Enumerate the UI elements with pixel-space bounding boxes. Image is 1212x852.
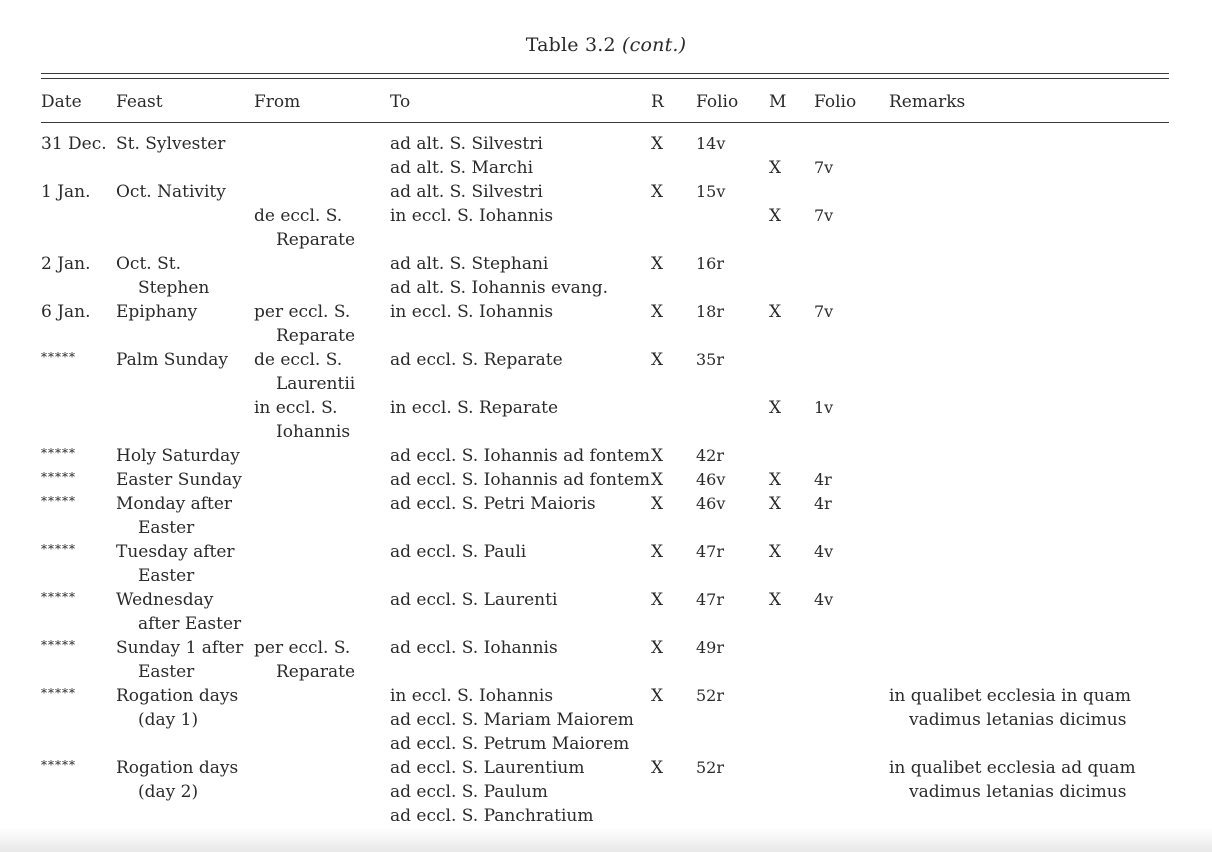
date-cell: 31 Dec. xyxy=(41,134,107,154)
milan-mark: X xyxy=(769,590,782,610)
header-from: From xyxy=(254,92,301,112)
to-cell: ad eccl. S. Reparate xyxy=(390,350,563,370)
to-cell: ad alt. S. Silvestri xyxy=(390,134,543,154)
date-cell: ***** xyxy=(41,542,76,556)
from-cell: per eccl. S. xyxy=(254,638,351,658)
folio-m-cell: 4r xyxy=(814,494,832,513)
from-cell: de eccl. S. xyxy=(254,206,343,226)
to-cell: ad alt. S. Iohannis evang. xyxy=(390,278,609,298)
milan-mark: X xyxy=(769,470,782,490)
date-cell: 6 Jan. xyxy=(41,302,91,322)
feast-cell: Easter xyxy=(138,566,195,586)
folio-m-cell: 7v xyxy=(814,158,834,177)
caption-continued: (cont.) xyxy=(622,34,687,56)
top-rule-1 xyxy=(41,73,1169,74)
rome-mark: X xyxy=(651,470,664,490)
milan-mark: X xyxy=(769,302,782,322)
feast-cell: Rogation days xyxy=(116,758,239,778)
feast-cell: Stephen xyxy=(138,278,210,298)
to-cell: in eccl. S. Reparate xyxy=(390,398,559,418)
header-rule xyxy=(41,122,1169,123)
milan-mark: X xyxy=(769,542,782,562)
feast-cell: Wednesday xyxy=(116,590,214,610)
feast-cell: Easter xyxy=(138,518,195,538)
feast-cell: (day 2) xyxy=(138,782,199,802)
remarks-cell: in qualibet ecclesia in quam xyxy=(889,686,1131,706)
folio-r-cell: 47r xyxy=(696,590,725,609)
remarks-cell: in qualibet ecclesia ad quam xyxy=(889,758,1136,778)
folio-m-cell: 7v xyxy=(814,302,834,321)
feast-cell: (day 1) xyxy=(138,710,199,730)
folio-r-cell: 42r xyxy=(696,446,725,465)
to-cell: ad eccl. S. Paulum xyxy=(390,782,548,802)
date-cell: ***** xyxy=(41,350,76,364)
to-cell: ad alt. S. Silvestri xyxy=(390,182,543,202)
to-cell: in eccl. S. Iohannis xyxy=(390,686,554,706)
to-cell: ad eccl. S. Petri Maioris xyxy=(390,494,596,514)
folio-m-cell: 4v xyxy=(814,542,834,561)
feast-cell: Monday after xyxy=(116,494,233,514)
header-to: To xyxy=(390,92,411,112)
milan-mark: X xyxy=(769,206,782,226)
date-cell: ***** xyxy=(41,686,76,700)
feast-cell: Easter xyxy=(138,662,195,682)
feast-cell: St. Sylvester xyxy=(116,134,226,154)
rome-mark: X xyxy=(651,254,664,274)
folio-r-cell: 16r xyxy=(696,254,725,273)
to-cell: ad eccl. S. Mariam Maiorem xyxy=(390,710,634,730)
from-cell: Reparate xyxy=(276,230,356,250)
folio-r-cell: 47r xyxy=(696,542,725,561)
to-cell: ad alt. S. Marchi xyxy=(390,158,534,178)
rome-mark: X xyxy=(651,446,664,466)
folio-r-cell: 52r xyxy=(696,758,725,777)
date-cell: ***** xyxy=(41,638,76,652)
from-cell: Reparate xyxy=(276,326,356,346)
remarks-cell: vadimus letanias dicimus xyxy=(909,782,1127,802)
header-m: M xyxy=(769,92,787,112)
to-cell: ad eccl. S. Pauli xyxy=(390,542,527,562)
to-cell: in eccl. S. Iohannis xyxy=(390,206,554,226)
folio-r-cell: 14v xyxy=(696,134,726,153)
feast-cell: Palm Sunday xyxy=(116,350,228,370)
to-cell: ad eccl. S. Iohannis ad fontem xyxy=(390,446,651,466)
folio-r-cell: 49r xyxy=(696,638,725,657)
folio-r-cell: 52r xyxy=(696,686,725,705)
feast-cell: Oct. St. xyxy=(116,254,181,274)
feast-cell: Rogation days xyxy=(116,686,239,706)
to-cell: ad eccl. S. Iohannis ad fontem xyxy=(390,470,651,490)
folio-r-cell: 35r xyxy=(696,350,725,369)
from-cell: Laurentii xyxy=(276,374,356,394)
rome-mark: X xyxy=(651,350,664,370)
to-cell: ad eccl. S. Laurenti xyxy=(390,590,558,610)
rome-mark: X xyxy=(651,542,664,562)
from-cell: per eccl. S. xyxy=(254,302,351,322)
milan-mark: X xyxy=(769,398,782,418)
header-feast: Feast xyxy=(116,92,163,112)
feast-cell: Tuesday after xyxy=(116,542,235,562)
to-cell: ad eccl. S. Iohannis xyxy=(390,638,558,658)
feast-cell: Epiphany xyxy=(116,302,198,322)
folio-m-cell: 7v xyxy=(814,206,834,225)
milan-mark: X xyxy=(769,494,782,514)
table-caption xyxy=(0,34,1212,56)
folio-r-cell: 46v xyxy=(696,470,726,489)
header-folio-r: Folio xyxy=(696,92,739,112)
from-cell: Reparate xyxy=(276,662,356,682)
rome-mark: X xyxy=(651,686,664,706)
date-cell: ***** xyxy=(41,470,76,484)
to-cell: ad eccl. S. Laurentium xyxy=(390,758,585,778)
date-cell: ***** xyxy=(41,590,76,604)
header-remarks: Remarks xyxy=(889,92,966,112)
rome-mark: X xyxy=(651,182,664,202)
date-cell: ***** xyxy=(41,446,76,460)
to-cell: ad eccl. S. Petrum Maiorem xyxy=(390,734,630,754)
folio-m-cell: 4v xyxy=(814,590,834,609)
rome-mark: X xyxy=(651,302,664,322)
folio-m-cell: 4r xyxy=(814,470,832,489)
feast-cell: after Easter xyxy=(138,614,242,634)
to-cell: in eccl. S. Iohannis xyxy=(390,302,554,322)
feast-cell: Easter Sunday xyxy=(116,470,242,490)
folio-r-cell: 46v xyxy=(696,494,726,513)
top-rule-2 xyxy=(41,78,1169,79)
scan-edge-shadow xyxy=(0,828,1212,852)
to-cell: ad eccl. S. Panchratium xyxy=(390,806,594,826)
header-date: Date xyxy=(41,92,82,112)
rome-mark: X xyxy=(651,494,664,514)
folio-r-cell: 15v xyxy=(696,182,726,201)
feast-cell: Holy Saturday xyxy=(116,446,240,466)
milan-mark: X xyxy=(769,158,782,178)
header-folio-m: Folio xyxy=(814,92,857,112)
from-cell: de eccl. S. xyxy=(254,350,343,370)
from-cell: in eccl. S. xyxy=(254,398,338,418)
rome-mark: X xyxy=(651,590,664,610)
rome-mark: X xyxy=(651,134,664,154)
remarks-cell: vadimus letanias dicimus xyxy=(909,710,1127,730)
feast-cell: Sunday 1 after xyxy=(116,638,244,658)
caption-title: Table 3.2 xyxy=(525,34,616,56)
feast-cell: Oct. Nativity xyxy=(116,182,226,202)
rome-mark: X xyxy=(651,638,664,658)
header-r: R xyxy=(651,92,664,112)
folio-m-cell: 1v xyxy=(814,398,834,417)
rome-mark: X xyxy=(651,758,664,778)
date-cell: ***** xyxy=(41,758,76,772)
date-cell: ***** xyxy=(41,494,76,508)
to-cell: ad alt. S. Stephani xyxy=(390,254,549,274)
date-cell: 1 Jan. xyxy=(41,182,91,202)
date-cell: 2 Jan. xyxy=(41,254,91,274)
folio-r-cell: 18r xyxy=(696,302,725,321)
from-cell: Iohannis xyxy=(276,422,351,442)
